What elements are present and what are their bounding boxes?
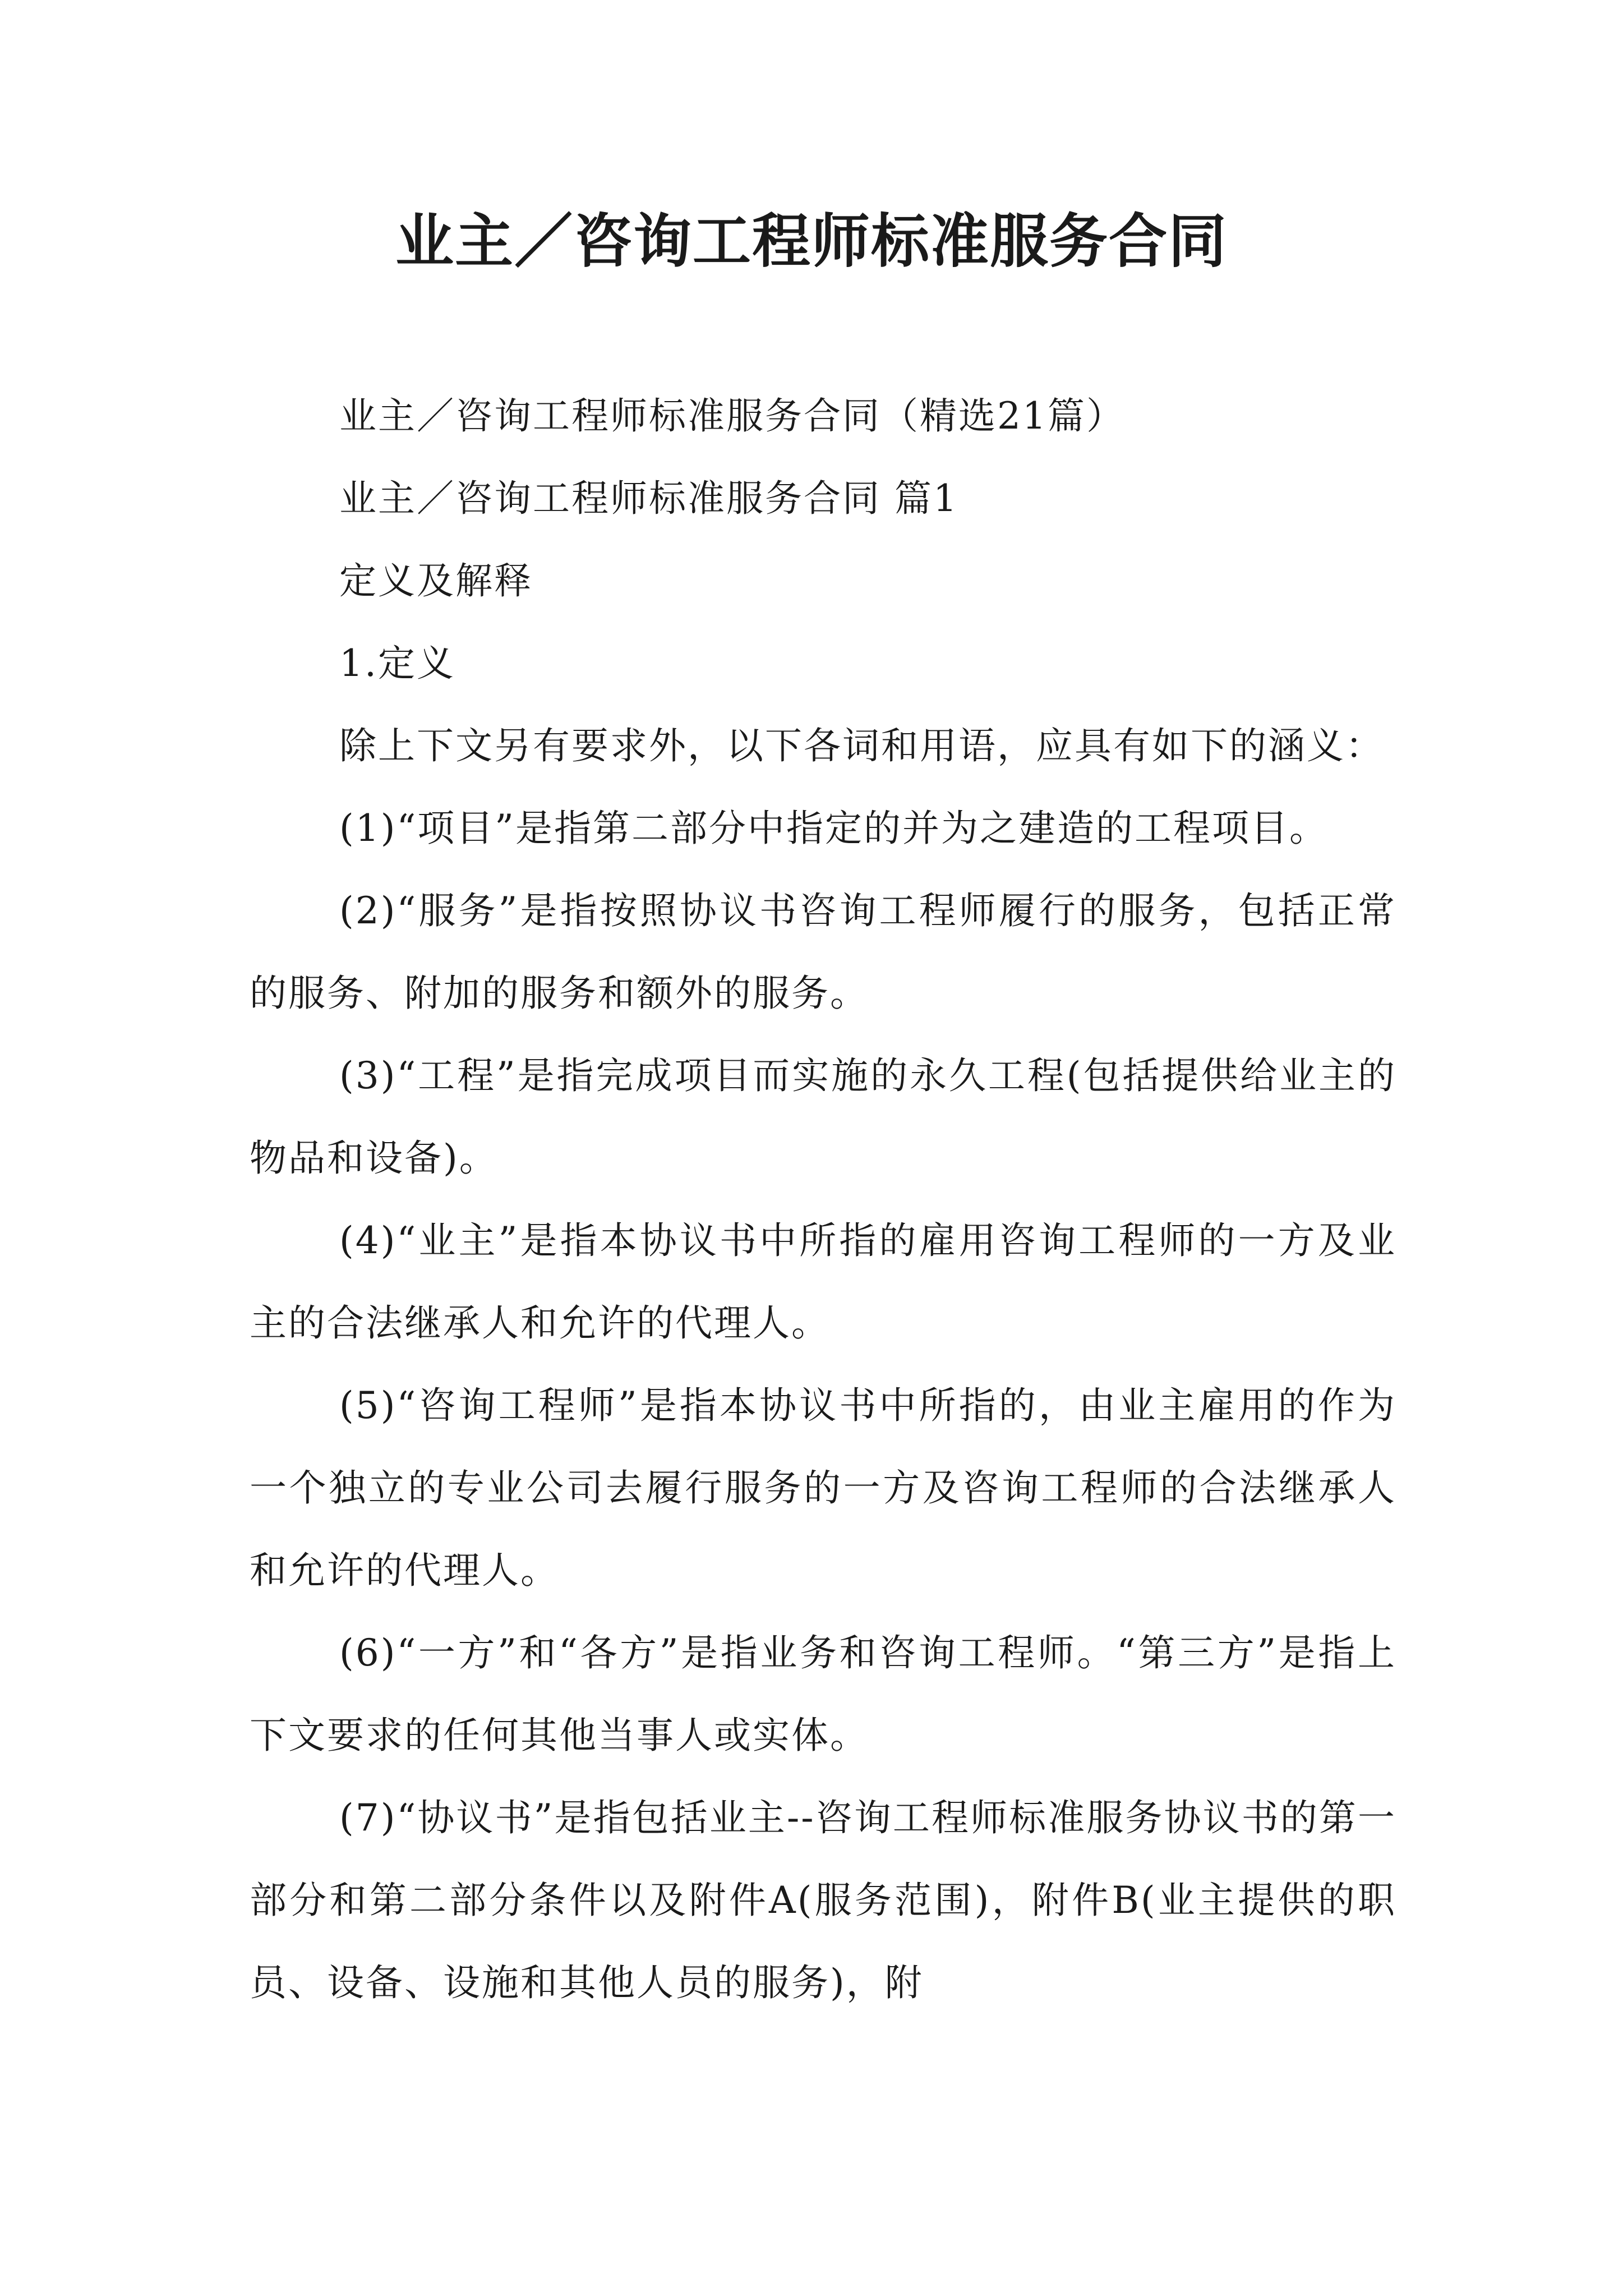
paragraph-heading-definitions: 定义及解释 xyxy=(339,559,533,602)
paragraph-definition-1: (1)“项目”是指第二部分中指定的并为之建造的工程项目。 xyxy=(339,807,1328,850)
document-title: 业主／咨询工程师标准服务合同 xyxy=(395,207,1228,275)
paragraph-definition-4: (4)“业主”是指本协议书中所指的雇用咨询工程师的一方及业主的合法继承人和允许的代理人。 xyxy=(250,1219,1396,1345)
paragraph-definition-7: (7)“协议书”是指包括业主--咨询工程师标准服务协议书的第一部分和第二部分条件以及附件A(服务范围)，附件B(业主提供的职员、设备、设施和其他人员的服务)，附 xyxy=(250,1796,1396,2004)
document-body xyxy=(250,375,1396,2024)
paragraph-definition-5: (5)“咨询工程师”是指本协议书中所指的，由业主雇用的作为一个独立的专业公司去履行服务的一方及咨询工程师的合法继承人和允许的代理人。 xyxy=(250,1384,1396,1592)
paragraph-definition-3: (3)“工程”是指完成项目而实施的永久工程(包括提供给业主的物品和设备)。 xyxy=(250,1054,1396,1180)
paragraph-clause-1: 1.定义 xyxy=(339,642,455,685)
paragraph-section-heading: 业主／咨询工程师标准服务合同 篇1 xyxy=(339,477,958,520)
paragraph-intro: 除上下文另有要求外，以下各词和用语，应具有如下的涵义： xyxy=(339,724,1384,767)
paragraph-subtitle: 业主／咨询工程师标准服务合同（精选21篇） xyxy=(339,394,1125,438)
paragraph-definition-2: (2)“服务”是指按照协议书咨询工程师履行的服务，包括正常的服务、附加的服务和额外的服务。 xyxy=(250,889,1396,1015)
paragraph-definition-6: (6)“一方”和“各方”是指业务和咨询工程师。“第三方”是指上下文要求的任何其他当事人或实体。 xyxy=(250,1631,1396,1757)
